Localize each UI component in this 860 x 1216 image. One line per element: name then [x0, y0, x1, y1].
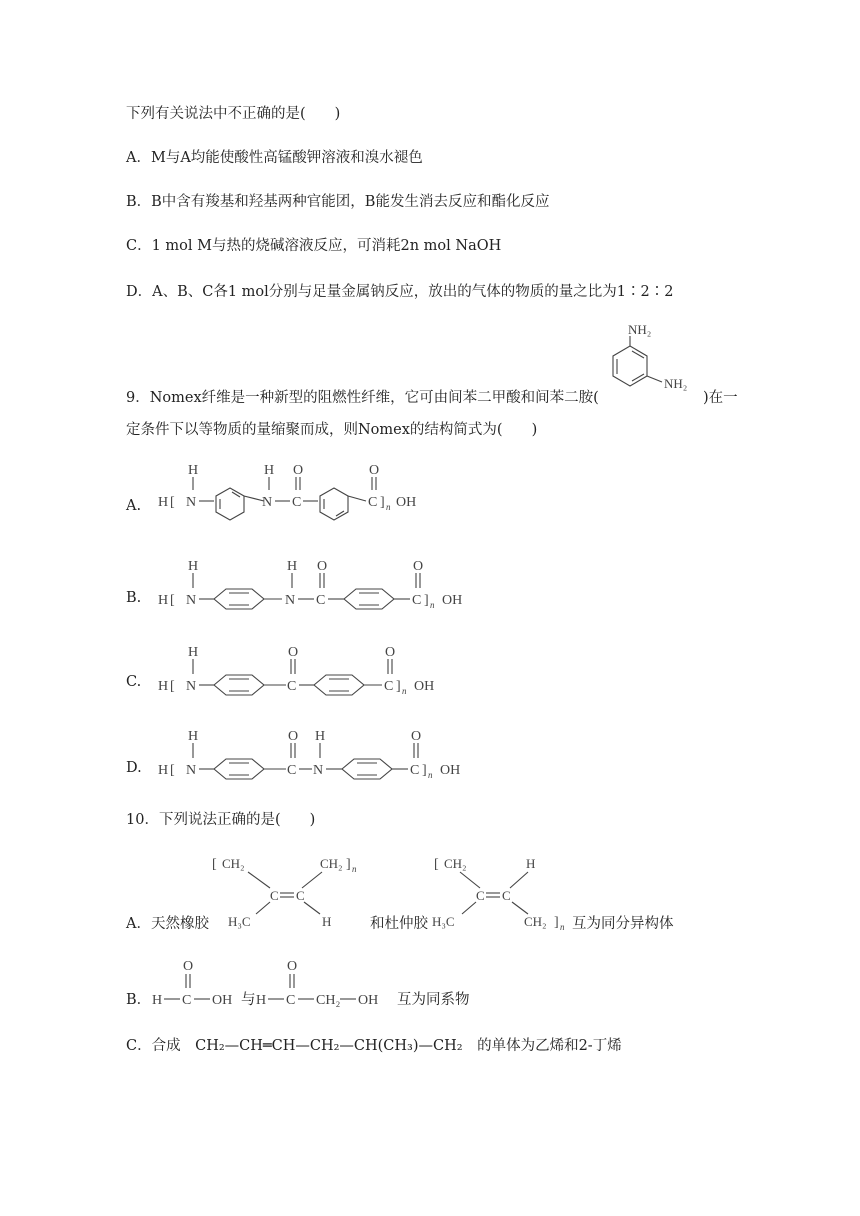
q9-stem-line1-end: )在一: [703, 390, 738, 406]
svg-text:CH₂: CH₂: [444, 856, 467, 871]
svg-text:[: [: [212, 857, 217, 872]
svg-text:C: C: [182, 993, 192, 1008]
svg-text:C: C: [410, 763, 420, 778]
svg-text:O: O: [317, 559, 328, 574]
svg-text:C: C: [296, 888, 305, 903]
svg-text:C: C: [368, 495, 378, 510]
svg-text:C: C: [287, 679, 297, 694]
q9-option-d-structure: [152, 722, 492, 790]
q10-option-b-prefix: B．: [126, 992, 152, 1008]
svg-text:C: C: [270, 888, 279, 903]
svg-text:O: O: [288, 645, 299, 660]
svg-text:O: O: [288, 729, 299, 744]
svg-text:H: H: [188, 463, 199, 478]
svg-text:OH: OH: [440, 763, 461, 778]
svg-text:n: n: [386, 502, 391, 512]
svg-text:n: n: [430, 600, 435, 610]
svg-text:H₃C: H₃C: [432, 914, 455, 929]
svg-text:N: N: [186, 495, 197, 510]
q9-option-b-label: B.: [126, 590, 142, 606]
q9-option-b-structure: [152, 552, 492, 620]
q9-stem-line1: 9．Nomex纤维是一种新型的阻燃性纤维，它可由间苯二甲酸和间苯二胺(: [126, 390, 599, 406]
svg-text:H: H: [158, 495, 169, 510]
svg-text:H: H: [158, 679, 169, 694]
m-phenylenediamine-structure: [600, 318, 710, 408]
svg-text:OH: OH: [414, 679, 435, 694]
svg-text:C: C: [287, 763, 297, 778]
q8-option-a: A．M与A均能使酸性高锰酸钾溶液和溴水褪色: [126, 150, 423, 166]
svg-text:N: N: [285, 593, 296, 608]
svg-text:H: H: [188, 729, 199, 744]
svg-text:H: H: [264, 463, 275, 478]
svg-text:C: C: [412, 593, 422, 608]
svg-text:N: N: [186, 679, 197, 694]
q9-option-d-label: D.: [126, 760, 142, 776]
svg-text:H: H: [158, 593, 169, 608]
svg-text:O: O: [287, 959, 298, 974]
q9-option-c-structure: [152, 638, 492, 706]
svg-text:H: H: [315, 729, 326, 744]
svg-text:N: N: [313, 763, 324, 778]
q10-stem: 10．下列说法正确的是( ): [126, 812, 316, 828]
svg-text:]: ]: [380, 495, 385, 510]
svg-text:CH₂: CH₂: [524, 914, 547, 929]
svg-text:H: H: [152, 993, 163, 1008]
svg-text:H₃C: H₃C: [228, 914, 251, 929]
q10-option-b-suffix: 互为同系物: [397, 992, 470, 1008]
q9-option-a-label: A.: [126, 498, 142, 514]
q9-option-a-structure: [152, 458, 452, 528]
svg-text:H: H: [322, 914, 332, 929]
glycolaldehyde-structure: [256, 952, 396, 1012]
svg-text:[: [: [434, 857, 439, 872]
svg-text:CH₂: CH₂: [316, 993, 341, 1008]
svg-text:]: ]: [424, 593, 429, 608]
q9-option-c-label: C.: [126, 674, 142, 690]
q8-stem: 下列有关说法中不正确的是( ): [126, 106, 341, 122]
svg-text:]: ]: [396, 679, 401, 694]
svg-text:n: n: [352, 864, 357, 874]
svg-text:n: n: [560, 922, 565, 932]
svg-text:OH: OH: [396, 495, 417, 510]
svg-text:C: C: [316, 593, 326, 608]
svg-text:]: ]: [422, 763, 427, 778]
svg-text:H: H: [287, 559, 298, 574]
svg-text:OH: OH: [358, 993, 379, 1008]
svg-text:H: H: [256, 993, 267, 1008]
svg-text:N: N: [262, 495, 273, 510]
svg-text:C: C: [476, 888, 485, 903]
svg-text:N: N: [186, 763, 197, 778]
svg-text:[: [: [170, 763, 175, 778]
amine-label-1: NH₂: [628, 322, 652, 337]
svg-text:O: O: [411, 729, 422, 744]
svg-text:[: [: [170, 679, 175, 694]
svg-text:O: O: [413, 559, 424, 574]
svg-text:O: O: [385, 645, 396, 660]
q10-option-a-prefix: A．天然橡胶: [126, 916, 209, 932]
svg-text:O: O: [369, 463, 380, 478]
svg-text:[: [: [170, 593, 175, 608]
svg-text:H: H: [526, 856, 536, 871]
svg-text:H: H: [188, 559, 199, 574]
svg-text:OH: OH: [212, 993, 233, 1008]
q10-option-a-mid: 和杜仲胶: [370, 916, 428, 932]
natural-rubber-structure: [212, 848, 362, 934]
q9-stem-line2: 定条件下以等物质的量缩聚而成，则Nomex的结构简式为( ): [126, 422, 538, 438]
svg-text:CH₂: CH₂: [320, 856, 343, 871]
q10-option-b-mid: 与: [241, 992, 256, 1008]
formic-acid-structure: [150, 952, 246, 1012]
svg-text:]: ]: [554, 915, 559, 930]
svg-text:OH: OH: [442, 593, 463, 608]
svg-text:n: n: [402, 686, 407, 696]
svg-text:[: [: [170, 495, 175, 510]
svg-text:C: C: [384, 679, 394, 694]
svg-text:CH₂: CH₂: [222, 856, 245, 871]
svg-text:H: H: [188, 645, 199, 660]
q10-option-c: C．合成 CH₂—CH═CH—CH₂—CH(CH₃)—CH₂ 的单体为乙烯和2-丁烯: [126, 1038, 622, 1054]
q8-option-d: D．A、B、C各1 mol分别与足量金属钠反应，放出的气体的物质的量之比为1∶2∶2: [126, 284, 674, 300]
q8-option-c: C．1 mol M与热的烧碱溶液反应，可消耗2n mol NaOH: [126, 238, 502, 254]
gutta-percha-structure: [430, 848, 570, 934]
svg-text:]: ]: [346, 857, 351, 872]
svg-text:N: N: [186, 593, 197, 608]
amine-label-2: NH₂: [664, 376, 688, 391]
q8-option-b: B．B中含有羧基和羟基两种官能团，B能发生消去反应和酯化反应: [126, 194, 550, 210]
q10-option-a-suffix: 互为同分异构体: [572, 916, 674, 932]
svg-text:C: C: [502, 888, 511, 903]
svg-text:O: O: [183, 959, 194, 974]
svg-text:H: H: [158, 763, 169, 778]
svg-text:C: C: [292, 495, 302, 510]
svg-text:C: C: [286, 993, 296, 1008]
svg-text:O: O: [293, 463, 304, 478]
svg-text:n: n: [428, 770, 433, 780]
